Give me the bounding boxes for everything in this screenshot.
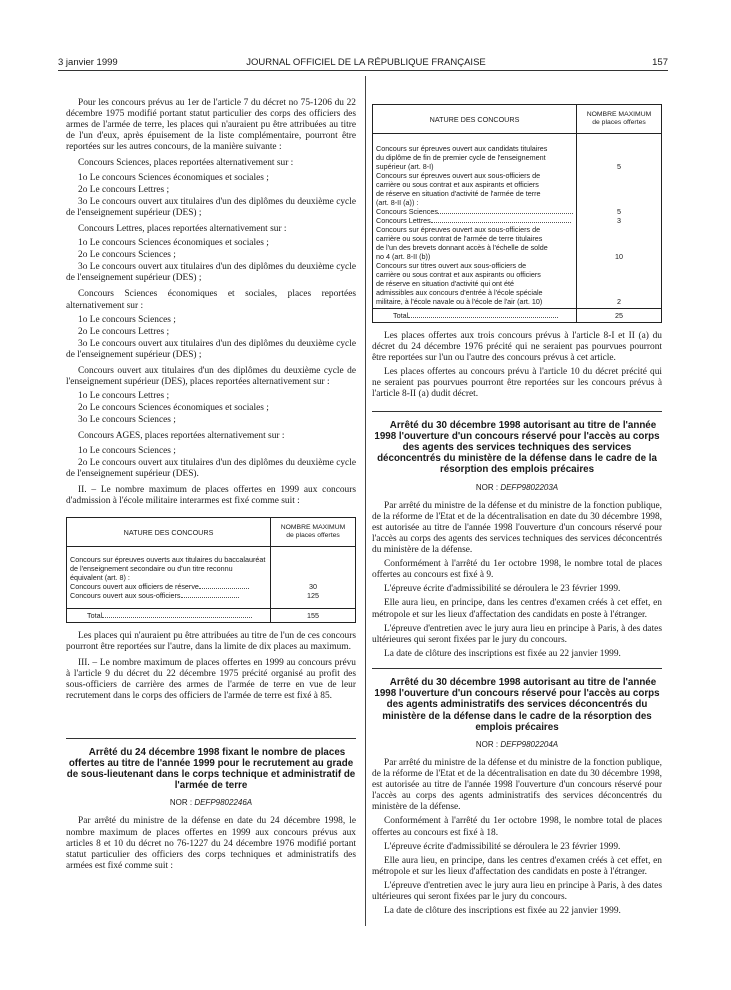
group-heading: Concours Sciences économiques et sociales, places reportées alternativement sur : xyxy=(66,289,356,311)
group-item: 3o Le concours ouvert aux titulaires d'un des diplômes du deuxième cycle de l'enseignement supérieur (DES) ; xyxy=(66,262,356,284)
section-ii-paragraph: II. – Le nombre maximum de places offertes en 1999 aux concours d'admission à l'école militaire interarmes est fixé comme suit : xyxy=(66,484,356,506)
table-cell-label: Concours sur épreuves ouverts aux titulaires du baccalauréat de l'enseignement secondaire ou d'un titre reconnu équivalent (art. 8) : xyxy=(70,555,266,582)
arrete-title: Arrêté du 30 décembre 1998 autorisant au titre de l'année 1998 l'ouverture d'un concours réservé pour l'accès au corps des agents des services techniques des services déconcentrés du ministère de la défense dans le cadre de la résorption des emplois précaires xyxy=(374,419,660,476)
table-header-max-line1: NOMBRE MAXIMUM xyxy=(280,524,346,531)
table-row xyxy=(67,582,356,591)
table-header-max xyxy=(577,105,662,134)
table-cell-label xyxy=(67,582,271,591)
group-heading: Concours Sciences, places reportées alternativement sur : xyxy=(78,158,294,169)
table-cell-label xyxy=(373,309,577,323)
group-item: 2o Le concours Lettres ; xyxy=(78,184,170,195)
group-item: 3o Le concours Sciences ; xyxy=(78,415,176,426)
paragraph: La date de clôture des inscriptions est fixée au 22 janvier 1999. xyxy=(384,906,621,917)
dot-leader xyxy=(102,617,252,618)
section-iii-paragraph: III. – Le nombre maximum de places offertes en 1999 au concours prévu à l'article 9 du décret du 22 décembre 1975 précité organisé au profit des sous-officiers de carrière des armes de l'armée de terre en vue de leur recrutement dans le corps des officiers de l'armée de terre est fixé à 85. xyxy=(66,658,356,702)
table-cell-value: 125 xyxy=(271,591,356,609)
arrete-title: Arrêté du 24 décembre 1998 fixant le nombre de places offertes au titre de l'année 1999 pour le recrutement au grade de sous-lieutenant dans le corps technique et administratif de l'armée de terre xyxy=(66,746,356,792)
table-cell-value: 30 xyxy=(271,582,356,591)
table-cell-label-text: Concours Sciences xyxy=(376,207,438,216)
paragraph: Par arrêté du ministre de la défense et du ministre de la fonction publique, de la réforme de l'Etat et de la décentralisation en date du 30 décembre 1998, est autorisée au titre de l'année 1998 l'ouverture d'un concours réservé pour l'accès au corps des agents des services techniques des services déconcentrés du ministère de la défense. xyxy=(372,500,662,556)
group-heading: Concours ouvert aux titulaires d'un des diplômes du deuxième cycle de l'enseignement supérieur (DES), places reportées alternativement sur : xyxy=(66,365,356,388)
report-group xyxy=(66,366,356,426)
table-row xyxy=(373,216,662,225)
header-rule xyxy=(58,70,668,71)
nor-reference xyxy=(372,739,662,750)
paragraph: Les places offertes aux trois concours prévus à l'article 8-I et II (a) du décret du 24 décembre 1976 précité qui ne seraient pas pourvues pourront être reportées sur l'un ou l'autre des concours prévus à cet article. xyxy=(372,331,662,364)
intro-paragraph: Pour les concours prévus au 1er de l'article 7 du décret no 75-1206 du 22 décembre 1975 modifié portant statut particulier des corps des officiers des armes de l'armée de terre, les places qui n'auraient pu être attribuées au titre de l'un d'eux, après épuisement de la liste complémentaire, pourront être reportées sur les autres concours, de la manière suivante : xyxy=(66,98,356,153)
nor-reference xyxy=(66,797,356,808)
table-cell-label xyxy=(373,216,577,225)
paragraph: Conformément à l'arrêté du 1er octobre 1998, le nombre total de places offertes au concours est fixé à 18. xyxy=(372,816,662,838)
table-row xyxy=(373,134,662,172)
nor-label: NOR : xyxy=(169,798,195,808)
table-total-value: 155 xyxy=(271,609,356,623)
paragraph: Par arrêté du ministre de la défense et du ministre de la fonction publique, de la réforme de l'Etat et de la décentralisation en date du 30 décembre 1998, est autorisée au titre de l'année 1998 l'ouverture d'un concours réservé pour l'accès au corps des agents administratifs des services déconcentrés du ministère de la défense. xyxy=(372,758,662,813)
table-row xyxy=(67,591,356,609)
table-cell-label xyxy=(373,207,577,216)
table-cell-label-text: Concours Lettres xyxy=(376,216,431,225)
arrete-body: Par arrêté du ministre de la défense en date du 24 décembre 1998, le nombre maximum de places offertes en 1999 aux concours prévus aux articles 8 et 10 du décret no 76-1227 du 24 décembre 1976 modifié portant statut particulier des officiers des corps techniques et administratifs des armées est fixé comme suit : xyxy=(66,816,356,871)
group-heading: Concours Lettres, places reportées alternativement sur : xyxy=(78,223,287,234)
table-cell-value xyxy=(577,171,662,207)
table-header-max-line1: NOMBRE MAXIMUM xyxy=(586,111,652,118)
dot-leader xyxy=(431,222,571,223)
table-cell-label xyxy=(67,591,271,609)
section-separator xyxy=(372,668,662,669)
dot-leader xyxy=(408,317,558,318)
table-cell-label xyxy=(67,609,271,623)
right-column xyxy=(372,104,662,920)
table-row xyxy=(373,261,662,309)
table-cell-value: 5 xyxy=(577,134,662,172)
report-group xyxy=(66,431,356,479)
paragraph: L'épreuve d'entretien avec le jury aura lieu en principe à Paris, à des dates ultérieures qui seront fixées par le jury du concours. xyxy=(372,880,662,903)
group-item: 1o Le concours Sciences économiques et sociales ; xyxy=(78,172,269,183)
paragraph: Conformément à l'arrêté du 1er octobre 1998, le nombre total de places offertes au concours est fixé à 9. xyxy=(372,559,662,581)
report-group xyxy=(66,224,356,284)
group-item: 1o Le concours Sciences économiques et sociales ; xyxy=(78,238,269,249)
group-item: 1o Le concours Lettres ; xyxy=(78,391,170,402)
table-row xyxy=(373,225,662,261)
nor-reference xyxy=(372,482,662,493)
paragraph: Les places qui n'auraient pu être attribuées au titre de l'un de ces concours pourront être reportées sur l'autre, dans la limite de dix places au maximum. xyxy=(66,631,356,653)
table-cell-value: 10 xyxy=(577,225,662,261)
table-header-max-line2: de places offertes xyxy=(286,532,340,539)
group-item: 1o Le concours Sciences ; xyxy=(78,445,176,456)
dot-leader xyxy=(181,597,239,598)
table-total-label: Total xyxy=(393,311,409,320)
spacer xyxy=(66,706,356,738)
table-total-value: 25 xyxy=(577,309,662,323)
nor-label: NOR : xyxy=(475,482,501,492)
table-row xyxy=(373,207,662,216)
table-header-max-line2: de places offertes xyxy=(592,119,646,126)
group-item: 2o Le concours Sciences économiques et sociales ; xyxy=(78,403,269,414)
header-date: 3 janvier 1999 xyxy=(58,57,118,68)
table-cell-label: Concours sur épreuves ouvert aux sous-officiers de carrière ou sous contrat de l'armée de terre titulaires de l'un des brevets donnant accès à l'échelle de solde no 4 (art. 8-II (b)) xyxy=(376,225,548,261)
paragraph: Elle aura lieu, en principe, dans les centres d'examen créés à cet effet, en métropole et sur les lieux d'affectation des candidats en poste à l'étranger. xyxy=(372,598,662,620)
arrete-title: Arrêté du 30 décembre 1998 autorisant au titre de l'année 1998 l'ouverture d'un concours réservé pour l'accès au corps des agents administratifs des services déconcentrés du ministère de la défense dans le cadre de la résorption des emplois précaires xyxy=(374,676,660,733)
table-cell-label: Concours sur épreuves ouvert aux candidats titulaires du diplôme de fin de premier cycle de l'enseignement supérieur (art. 8-I) xyxy=(376,144,548,171)
table-cell-value: 5 xyxy=(577,207,662,216)
group-item: 3o Le concours ouvert aux titulaires d'un des diplômes du deuxième cycle de l'enseignement supérieur (DES) ; xyxy=(66,196,356,218)
group-item: 2o Le concours Sciences ; xyxy=(78,250,176,261)
nor-code: DEFP9802204A xyxy=(500,739,559,749)
table-cell-value: 2 xyxy=(577,261,662,309)
paragraph: L'épreuve écrite d'admissibilité se déroulera le 23 février 1999. xyxy=(384,841,621,852)
nor-code: DEFP9802203A xyxy=(500,482,559,492)
group-item: 3o Le concours ouvert aux titulaires d'un des diplômes du deuxième cycle de l'enseignement supérieur (DES) ; xyxy=(66,338,356,360)
nor-code: DEFP9802246A xyxy=(194,798,253,808)
table-header-nature: NATURE DES CONCOURS xyxy=(373,105,577,134)
column-divider xyxy=(365,76,366,926)
nor-label: NOR : xyxy=(475,739,501,749)
table-cell-label: Concours sur épreuves ouvert aux sous-officiers de carrière ou sous contrat et aux aspirants et officiers de réserve en situation d'activité de l'armée de terre (art. 8-II (a)) : xyxy=(376,171,541,207)
header-journal-title: JOURNAL OFFICIEL DE LA RÉPUBLIQUE FRANÇAISE xyxy=(246,57,486,68)
table-header-nature: NATURE DES CONCOURS xyxy=(67,518,271,547)
cta-table xyxy=(372,104,662,323)
group-item: 2o Le concours ouvert aux titulaires d'un des diplômes du deuxième cycle de l'enseignement supérieur (DES). xyxy=(66,457,356,479)
table-total-label: Total xyxy=(87,611,103,620)
section-separator xyxy=(372,411,662,412)
table-total-row xyxy=(67,609,356,623)
group-item: 2o Le concours Lettres ; xyxy=(78,326,170,337)
paragraph: Elle aura lieu, en principe, dans les centres d'examen créés à cet effet, en métropole et sur les lieux d'affectation des candidats en poste à l'étranger. xyxy=(372,855,662,877)
table-cell-value: 3 xyxy=(577,216,662,225)
table-cell-label-text: Concours ouvert aux officiers de réserve xyxy=(70,582,199,591)
table-row xyxy=(373,171,662,207)
paragraph: Les places offertes au concours prévu à l'article 10 du décret précité qui ne seraient pas pourvues pourront être reportées sur les concours prévus à l'article 8-II (a) dudit décret. xyxy=(372,367,662,400)
table-header-max xyxy=(271,518,356,547)
report-group xyxy=(66,158,356,218)
dot-leader xyxy=(438,213,573,214)
left-column xyxy=(66,98,356,875)
section-separator xyxy=(66,738,356,739)
paragraph: L'épreuve d'entretien avec le jury aura lieu en principe à Paris, à des dates ultérieures qui seront fixées par le jury du concours. xyxy=(372,623,662,645)
emia-table xyxy=(66,517,356,623)
group-item: 1o Le concours Sciences ; xyxy=(78,314,176,325)
header-page-number: 157 xyxy=(652,57,668,68)
paragraph: L'épreuve écrite d'admissibilité se déroulera le 23 février 1999. xyxy=(384,584,621,595)
paragraph: La date de clôture des inscriptions est fixée au 22 janvier 1999. xyxy=(384,648,621,659)
table-cell-label-text: Concours ouvert aux sous-officiers xyxy=(70,591,181,600)
table-cell-value xyxy=(271,547,356,583)
group-heading: Concours AGES, places reportées alternativement sur : xyxy=(78,431,285,442)
table-total-row xyxy=(373,309,662,323)
dot-leader xyxy=(199,588,249,589)
table-cell-label: Concours sur titres ouvert aux sous-officiers de carrière ou sous contrat et aux aspirants ou officiers de réserve en situation d'activité qui ont été admissibles aux concours d'entrée à l'école spéciale militaire, à l'école navale ou à l'école de l'air (art. 10) xyxy=(376,261,543,306)
table-row xyxy=(67,547,356,583)
report-group xyxy=(66,289,356,361)
